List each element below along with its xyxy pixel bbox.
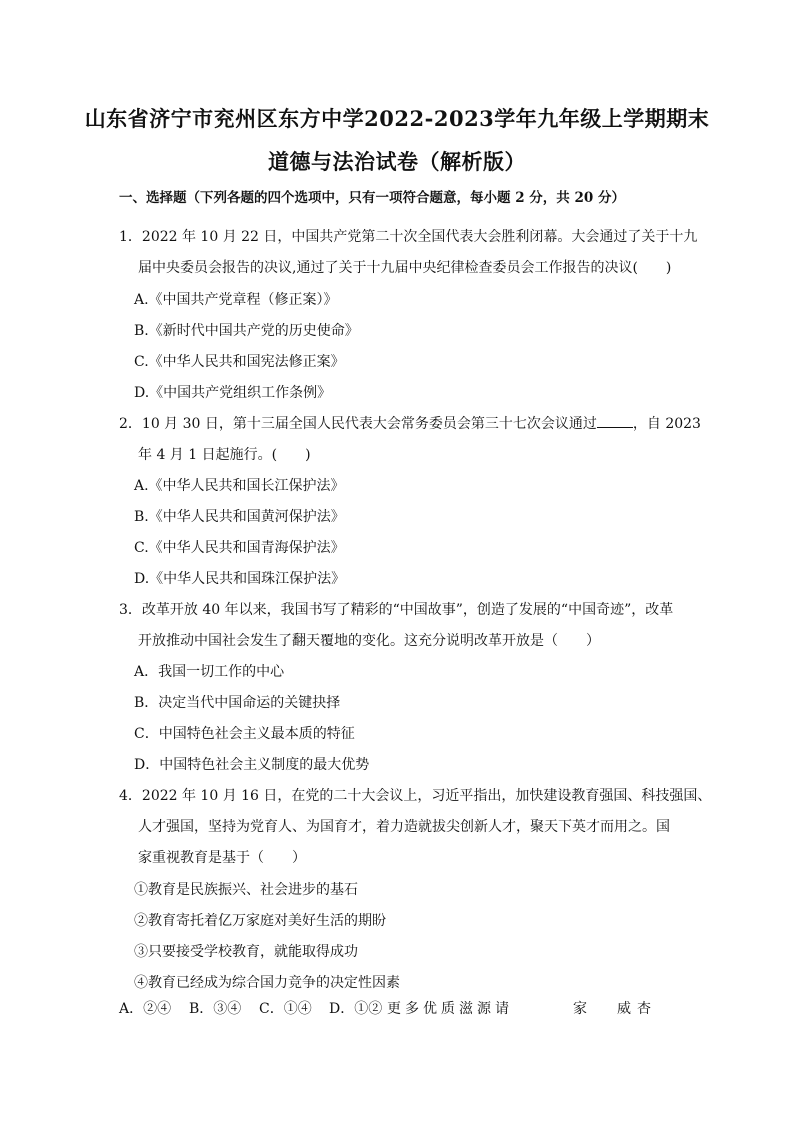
question-2-option-d: D.《中华人民共和国珠江保护法》 [134, 571, 346, 587]
question-2-line-2: 年 4 月 1 日起施行。( ) [138, 447, 311, 463]
question-4-answer-b: B．③④ [189, 1001, 242, 1017]
question-4-statement-4: ④教育已经成为综合国力竞争的决定性因素 [134, 975, 400, 991]
question-4-statement-3: ③只要接受学校教育，就能取得成功 [134, 944, 358, 960]
question-2-text-part-2: ，自 2023 [632, 416, 701, 432]
question-3-line-1: 3．改革开放 40 年以来，我国书写了精彩的“中国故事”，创造了发展的“中国奇迹”，改革 [119, 602, 674, 618]
question-4-line-3: 家重视教育是基于（ ） [138, 850, 306, 866]
trailing-text-3: 威杏 [617, 1001, 657, 1017]
question-3-option-d: D．中国特色社会主义制度的最大优势 [134, 757, 370, 773]
question-2-option-b: B.《中华人民共和国黄河保护法》 [134, 509, 345, 525]
question-1-option-c: C.《中华人民共和国宪法修正案》 [134, 354, 345, 370]
question-2-line-1 [119, 413, 701, 433]
answer-blank [597, 414, 633, 428]
question-4-answer-d: D．①② [329, 1001, 383, 1017]
trailing-text-2: 家 [573, 1001, 587, 1017]
question-3-option-b: B．决定当代中国命运的关键抉择 [134, 695, 341, 711]
question-3-option-a: A．我国一切工作的中心 [134, 664, 285, 680]
question-4-line-2: 人才强国，坚持为党育人、为国育才，着力造就拔尖创新人才，聚天下英才而用之。国 [138, 819, 670, 835]
question-2-option-c: C.《中华人民共和国青海保护法》 [134, 540, 345, 556]
question-4-statement-1: ①教育是民族振兴、社会进步的基石 [134, 882, 358, 898]
question-4-answer-row [119, 998, 679, 1018]
question-1-option-d: D.《中国共产党组织工作条例》 [134, 385, 332, 401]
question-3-line-2: 开放推动中国社会发生了翻天覆地的变化。这充分说明改革开放是（ ） [138, 633, 600, 649]
document-title-line-2: 道德与法治试卷（解析版） [268, 149, 526, 174]
trailing-text-1: 更多优质滋源请 [387, 1001, 513, 1017]
question-1-line-1: 1．2022 年 10 月 22 日，中国共产党第二十次全国代表大会胜利闭幕。大会通过了关于十九 [119, 229, 698, 245]
question-1-line-2: 届中央委员会报告的决议,通过了关于十九届中央纪律检查委员会工作报告的决议( ) [138, 260, 672, 276]
section-heading: 一、选择题（下列各题的四个选项中，只有一项符合题意，每小题 2 分，共 20 分） [119, 190, 625, 206]
question-2-option-a: A.《中华人民共和国长江保护法》 [134, 478, 345, 494]
document-title-line-1: 山东省济宁市兖州区东方中学2022-2023学年九年级上学期期末 [84, 106, 710, 131]
question-3-option-c: C．中国特色社会主义最本质的特征 [134, 726, 355, 742]
question-4-line-1: 4．2022 年 10 月 16 日，在党的二十大会议上，习近平指出，加快建设教育强国、科技强国、 [119, 788, 712, 804]
question-2-text-part-1: 2．10 月 30 日，第十三届全国人民代表大会常务委员会第三十七次会议通过 [119, 416, 597, 432]
question-4-answer-a: A．②④ [119, 1001, 172, 1017]
question-1-option-a: A.《中国共产党章程（修正案）》 [134, 292, 338, 308]
question-1-option-b: B.《新时代中国共产党的历史使命》 [134, 323, 359, 339]
question-4-statement-2: ②教育寄托着亿万家庭对美好生活的期盼 [134, 913, 386, 929]
question-4-answer-c: C．①④ [259, 1001, 312, 1017]
